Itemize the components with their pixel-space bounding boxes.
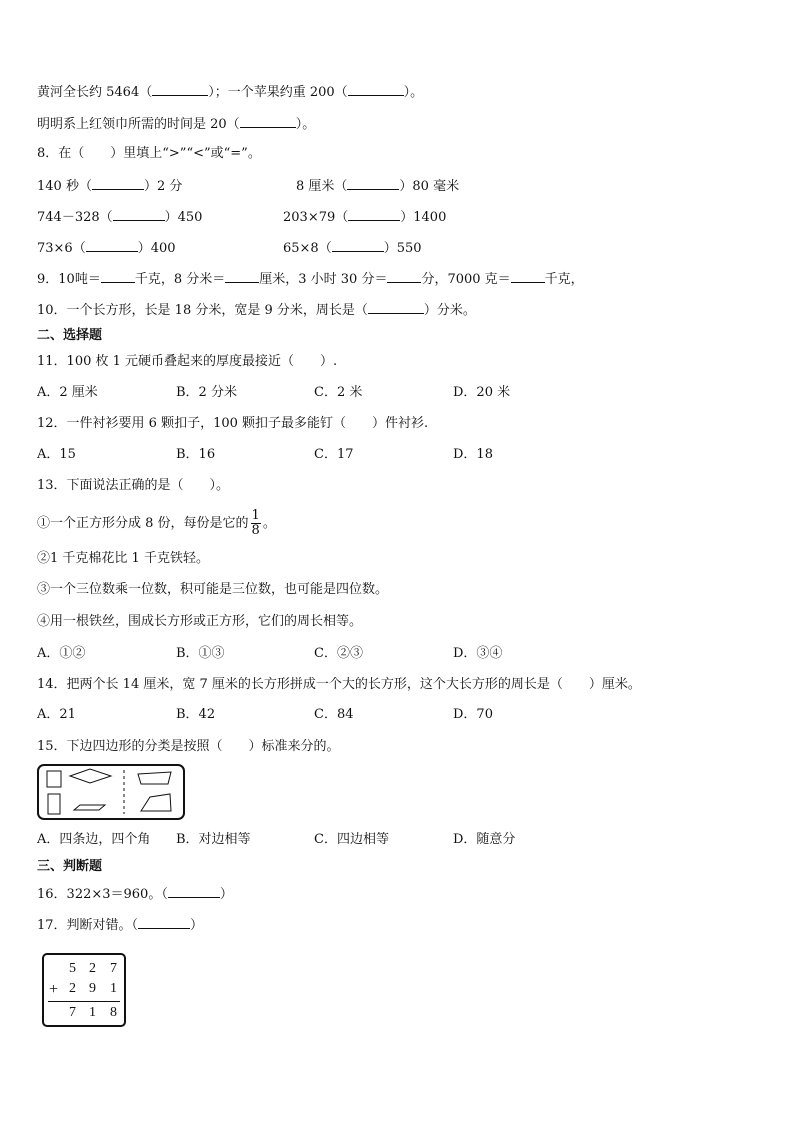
q8-item: 744－328（ ）450 <box>37 207 202 227</box>
q8-item: 203×79（ ）1400 <box>283 207 446 227</box>
option-a[interactable]: A．①② <box>37 646 86 661</box>
q10: 10．一个长方形，长是 18 分米，宽是 9 分米，周长是（ ）分米。 <box>37 300 476 320</box>
q13-statement-2: ②1 千克棉花比 1 千克铁轻。 <box>37 551 209 566</box>
answer-blank[interactable] <box>348 82 404 96</box>
q7-line-1: 黄河全长约 5464（ ）；一个苹果约重 200（ ）。 <box>37 82 423 102</box>
answer-blank[interactable] <box>101 269 135 283</box>
answer-blank[interactable] <box>332 238 384 252</box>
vertical-addition-box: 5 2 7 + 2 9 1 7 1 8 <box>42 953 126 1027</box>
option-a[interactable]: A．21 <box>37 707 76 722</box>
q8-item: 73×6（ ）400 <box>37 238 176 258</box>
option-b[interactable]: B．2 分米 <box>176 385 237 400</box>
q16: 16．322×3＝960。（ ） <box>37 884 233 904</box>
answer-blank[interactable] <box>368 300 424 314</box>
parallelogram-shape <box>74 805 105 810</box>
option-d[interactable]: D．18 <box>453 447 493 462</box>
option-d[interactable]: D．③④ <box>453 646 503 661</box>
answer-blank[interactable] <box>138 915 190 929</box>
section-heading: 二、选择题 <box>37 328 103 343</box>
answer-blank[interactable] <box>86 238 138 252</box>
q17: 17．判断对错。（ ） <box>37 915 203 935</box>
fraction: $\frac{1}{8}$ <box>251 508 260 538</box>
trapezoid-shape <box>138 772 171 784</box>
q15-stem: 15．下边四边形的分类是按照（ ）标准来分的。 <box>37 739 340 754</box>
q12-stem: 12．一件衬衫要用 6 颗扣子，100 颗扣子最多能钉（ ）件衬衫. <box>37 416 429 431</box>
answer-blank[interactable] <box>113 207 165 221</box>
answer-blank[interactable] <box>92 176 144 190</box>
answer-blank[interactable] <box>152 82 208 96</box>
section-heading: 三、判断题 <box>37 859 103 874</box>
q13-statement-4: ④用一根铁丝，围成长方形或正方形，它们的周长相等。 <box>37 614 363 629</box>
answer-blank[interactable] <box>387 269 421 283</box>
square-shape <box>47 771 61 787</box>
option-b[interactable]: B．①③ <box>176 646 225 661</box>
answer-blank[interactable] <box>347 176 399 190</box>
answer-blank[interactable] <box>511 269 545 283</box>
answer-blank[interactable] <box>348 207 400 221</box>
q14-stem: 14．把两个长 14 厘米，宽 7 厘米的长方形拼成一个大的长方形，这个大长方形的周长是（ ）厘米。 <box>37 677 641 692</box>
option-d[interactable]: D．随意分 <box>453 832 516 847</box>
q8-stem: 8．在（ ）里填上“>”“<”或“=”。 <box>37 146 261 161</box>
option-c[interactable]: C．17 <box>314 447 354 462</box>
q8-item: 65×8（ ）550 <box>283 238 422 258</box>
option-c[interactable]: C．四边相等 <box>314 832 389 847</box>
option-b[interactable]: B．对边相等 <box>176 832 251 847</box>
irregular-quadrilateral-shape <box>141 794 171 811</box>
sum-line <box>48 1001 120 1002</box>
option-a[interactable]: A．2 厘米 <box>37 385 98 400</box>
q7-line-2: 明明系上红领巾所需的时间是 20（ ）。 <box>37 114 315 134</box>
option-c[interactable]: C．2 米 <box>314 385 363 400</box>
option-c[interactable]: C．84 <box>314 707 354 722</box>
q13-statement-3: ③一个三位数乘一位数，积可能是三位数，也可能是四位数。 <box>37 582 389 597</box>
option-d[interactable]: D．70 <box>453 707 493 722</box>
q13-statement-1: ①一个正方形分成 8 份，每份是它的 $\frac{1}{8}$ 。 <box>37 508 276 538</box>
option-c[interactable]: C．②③ <box>314 646 363 661</box>
q9: 9．10吨＝ 千克，8 分米＝ 厘米，3 小时 30 分＝ 分，7000 克＝ 千克， <box>37 269 584 289</box>
option-a[interactable]: A．15 <box>37 447 76 462</box>
rectangle-shape <box>48 794 60 814</box>
q13-stem: 13．下面说法正确的是（ ）。 <box>37 478 230 493</box>
answer-blank[interactable] <box>225 269 259 283</box>
rhombus-shape <box>70 769 111 783</box>
q8-item: 140 秒（ ）2 分 <box>37 176 182 196</box>
option-a[interactable]: A．四条边，四个角 <box>37 832 151 847</box>
option-b[interactable]: B．16 <box>176 447 216 462</box>
option-b[interactable]: B．42 <box>176 707 216 722</box>
answer-blank[interactable] <box>240 114 296 128</box>
quadrilateral-figure <box>37 764 185 820</box>
q11-stem: 11．100 枚 1 元硬币叠起来的厚度最接近（ ）. <box>37 354 338 369</box>
q8-item: 8 厘米（ ）80 毫米 <box>296 176 459 196</box>
option-d[interactable]: D．20 米 <box>453 385 511 400</box>
answer-blank[interactable] <box>168 884 220 898</box>
